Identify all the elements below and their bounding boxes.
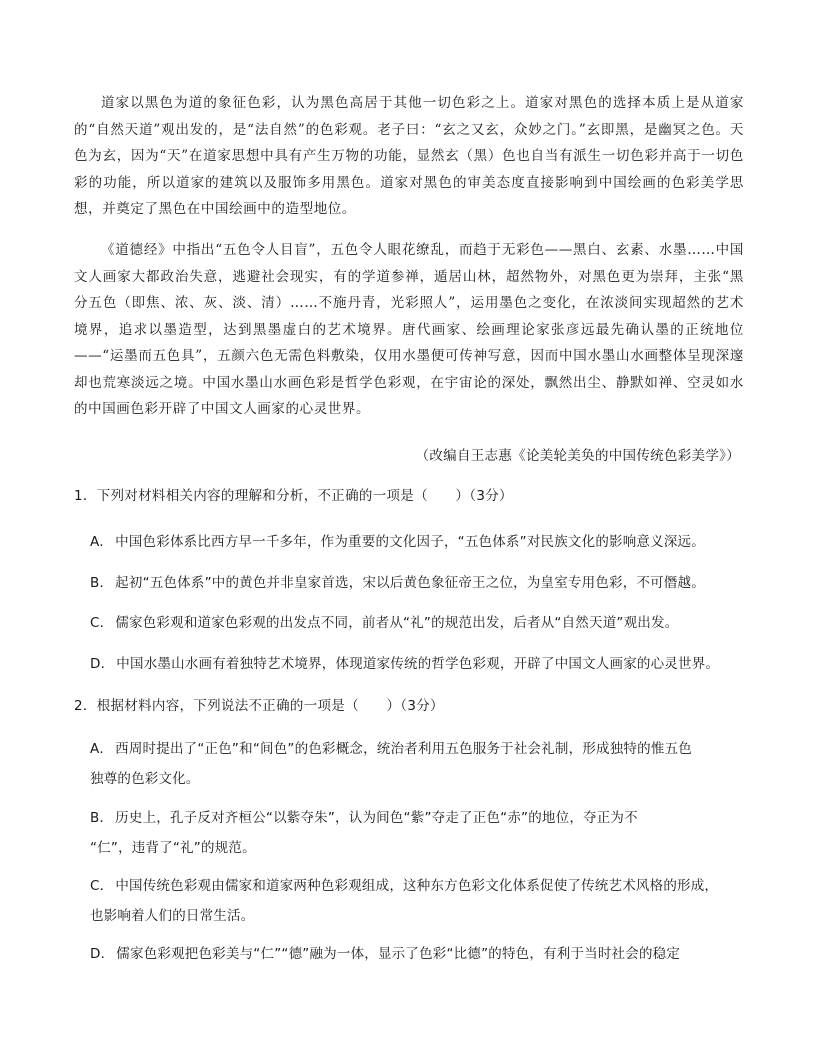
question-2-option-a[interactable]: [90, 734, 746, 794]
question-2-option-d[interactable]: [90, 939, 746, 969]
option-text: 历史上，孔子反对齐桓公“以紫夺朱”，认为间色“紫”夺走了正色“赤”的地位，夺正为不: [115, 810, 638, 826]
question-1-option-b[interactable]: [90, 568, 746, 598]
passage-paragraph-2: 《道德经》中指出“五色令人目盲”，五色令人眼花缭乱，而趋于无彩色——黑白、玄素、水墨……中国文人画家大都政治失意，逃避社会现实，有的学道参禅，遁居山林，超然物外，对黑色更为崇拜，主张“黑分五色（即焦、浓、灰、淡、清）……不施丹青，光彩照人”，运用墨色之变化，在浓淡间实现超然的艺术境界，追求以墨造型，达到黑墨虚白的艺术境界。唐代画家、绘画理论家张彦远最先确认墨的正统地位——“运墨而五色具”，五颜六色无需色料敷染，仅用水墨便可传神写意，因而中国水墨山水画整体呈现深邃却也荒寒淡远之境。中国水墨山水画色彩是哲学色彩观，在宇宙论的深处，飘然出尘、静默如禅、空灵如水的中国画色彩开辟了中国文人画家的心灵世界。: [74, 242, 744, 417]
question-1-stem: 1．下列对材料相关内容的理解和分析，不正确的一项是（ ）（3分）: [74, 488, 513, 504]
question-2-option-c[interactable]: [90, 871, 746, 931]
question-1-option-d[interactable]: [90, 649, 746, 679]
option-text: 中国色彩体系比西方早一千多年，作为重要的文化因子，“五色体系”对民族文化的影响意义深远。: [115, 534, 705, 550]
source-citation: （改编自王志惠《论美轮美奂的中国传统色彩美学》）: [415, 448, 740, 464]
option-letter: C．: [90, 878, 114, 894]
option-letter: A．: [90, 741, 114, 757]
question-1-option-c[interactable]: [90, 608, 746, 638]
option-letter: B．: [90, 810, 114, 826]
option-text: 起初“五色体系”中的黄色并非皇家首选，宋以后黄色象征帝王之位，为皇室专用色彩，不可僭越。: [115, 575, 705, 591]
question-1-option-a[interactable]: [90, 527, 746, 557]
option-letter: A．: [90, 534, 114, 550]
option-text-continued: 也影响着人们的日常生活。: [90, 908, 255, 924]
question-2-option-b[interactable]: [90, 803, 746, 863]
option-text: 中国传统色彩观由儒家和道家两种色彩观组成，这种东方色彩文化体系促使了传统艺术风格的形成，: [115, 878, 719, 894]
option-text: 儒家色彩观把色彩美与“仁”“德”融为一体，显示了色彩“比德”的特色，有利于当时社会的稳定: [116, 946, 681, 962]
option-letter: D．: [90, 946, 115, 962]
option-text: 西周时提出了“正色”和“间色”的色彩概念，统治者利用五色服务于社会礼制，形成独特的惟五色: [115, 741, 692, 757]
passage-paragraph-1: 道家以黑色为道的象征色彩，认为黑色高居于其他一切色彩之上。道家对黑色的选择本质上是从道家的“自然天道”观出发的，是“法自然”的色彩观。老子曰：“玄之又玄，众妙之门。”玄即黑，是幽冥之色。天色为玄，因为“天”在道家思想中具有产生万物的功能，显然玄（黑）色也自当有派生一切色彩并高于一切色彩的功能，所以道家的建筑以及服饰多用黑色。道家对黑色的审美态度直接影响到中国绘画的色彩美学思想，并奠定了黑色在中国绘画中的造型地位。: [74, 95, 744, 217]
option-text-continued: “仁”，违背了“礼”的规范。: [90, 840, 256, 856]
option-text: 儒家色彩观和道家色彩观的出发点不同，前者从“礼”的规范出发，后者从“自然天道”观出发。: [115, 615, 679, 631]
option-letter: B．: [90, 575, 114, 591]
question-2-stem: 2．根据材料内容，下列说法不正确的一项是（ ）（3分）: [74, 698, 444, 714]
option-letter: C．: [90, 615, 114, 631]
option-text-continued: 独尊的色彩文化。: [90, 771, 200, 787]
option-text: 中国水墨山水画有着独特艺术境界，体现道家传统的哲学色彩观，开辟了中国文人画家的心灵世界。: [116, 656, 720, 672]
option-letter: D．: [90, 656, 115, 672]
